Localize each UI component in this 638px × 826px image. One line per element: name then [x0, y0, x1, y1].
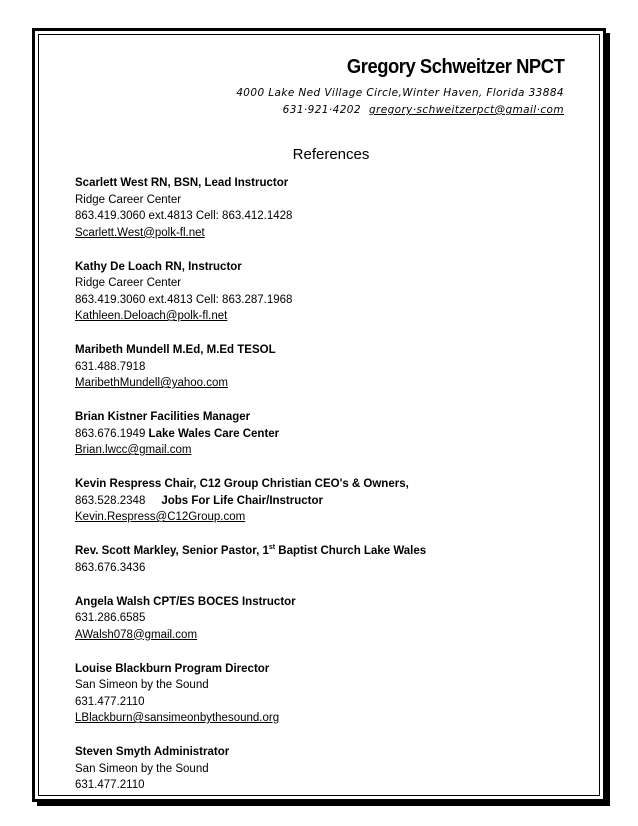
- reference-name: Maribeth Mundell M.Ed, M.Ed TESOL: [75, 344, 276, 356]
- reference-email-link[interactable]: LBlackburn@sansimeonbythesound.org: [75, 712, 280, 724]
- reference-organization: San Simeon by the Sound: [75, 679, 209, 691]
- reference-phone: 863.419.3060 ext.4813 Cell: 863.287.1968: [75, 293, 293, 306]
- reference-organization: San Simeon by the Sound: [75, 762, 209, 775]
- reference-email-link[interactable]: AWalsh078@gmail.com: [75, 628, 198, 641]
- reference-phone: 863.676.3436: [75, 561, 146, 574]
- reference-phone: 631.477.2110: [75, 779, 145, 791]
- reference-role: Jobs For Life Chair/Instructor: [161, 494, 323, 507]
- reference-name: Brian Kistner Facilities Manager: [75, 411, 251, 423]
- reference-email-link[interactable]: Scarlett.West@polk-fl.net: [75, 226, 205, 239]
- reference-entry: [75, 175, 575, 241]
- reference-email-link[interactable]: MaribethMundell@yahoo.com: [75, 377, 228, 389]
- reference-phone: 631.488.7918: [75, 360, 146, 373]
- reference-organization: Ridge Career Center: [75, 193, 182, 206]
- reference-name: Kevin Respress Chair, C12 Group Christian CEO's & Owners,: [75, 478, 409, 490]
- reference-name: Steven Smyth Administrator: [75, 746, 230, 758]
- reference-entry: [75, 259, 575, 325]
- reference-name: Louise Blackburn Program Director: [75, 662, 270, 675]
- reference-entry: [75, 744, 575, 794]
- author-phone: 631·921·4202: [282, 104, 361, 116]
- ordinal-suffix: st: [268, 544, 276, 552]
- reference-entry: [75, 409, 575, 459]
- reference-name: Angela Walsh CPT/ES BOCES Instructor: [75, 595, 296, 608]
- reference-phone: 631.477.2110: [75, 695, 145, 708]
- reference-email-link[interactable]: Kevin.Respress@C12Group.com: [75, 511, 246, 523]
- reference-name: Kathy De Loach RN, Instructor: [75, 260, 242, 273]
- reference-phone-number: 863.528.2348: [75, 494, 162, 507]
- reference-organization: Ridge Career Center: [75, 277, 182, 289]
- reference-name: Scarlett West RN, BSN, Lead Instructor: [75, 177, 289, 189]
- reference-email-link[interactable]: Kathleen.Deloach@polk-fl.net: [75, 310, 228, 322]
- reference-phone-number: 863.676.1949: [75, 427, 149, 440]
- reference-entry: [75, 594, 575, 644]
- author-email[interactable]: gregory·schweitzerpct@gmail·com: [368, 104, 564, 116]
- reference-phone: [75, 426, 575, 443]
- section-title: References: [292, 146, 370, 163]
- reference-phone: [75, 493, 575, 510]
- reference-entry: [75, 661, 575, 727]
- reference-entry: [75, 476, 575, 526]
- reference-email-link[interactable]: Brian.lwcc@gmail.com: [75, 444, 192, 456]
- reference-phone: 863.419.3060 ext.4813 Cell: 863.412.1428: [75, 210, 293, 222]
- reference-organization: Lake Wales Care Center: [148, 427, 280, 440]
- reference-entry: [75, 543, 575, 576]
- author-name: Gregory Schweitzer NPCT: [346, 56, 564, 78]
- author-contact: [283, 104, 564, 116]
- reference-name-part: Rev. Scott Markley, Senior Pastor, 1: [75, 545, 269, 557]
- reference-name-part: Baptist Church Lake Wales: [275, 545, 427, 557]
- references-list: [75, 175, 575, 811]
- reference-entry: [75, 342, 575, 392]
- reference-name: [75, 543, 575, 560]
- reference-phone: 631.286.6585: [75, 612, 146, 624]
- author-address: 4000 Lake Ned Village Circle,Winter Haven, Florida 33884: [236, 87, 564, 99]
